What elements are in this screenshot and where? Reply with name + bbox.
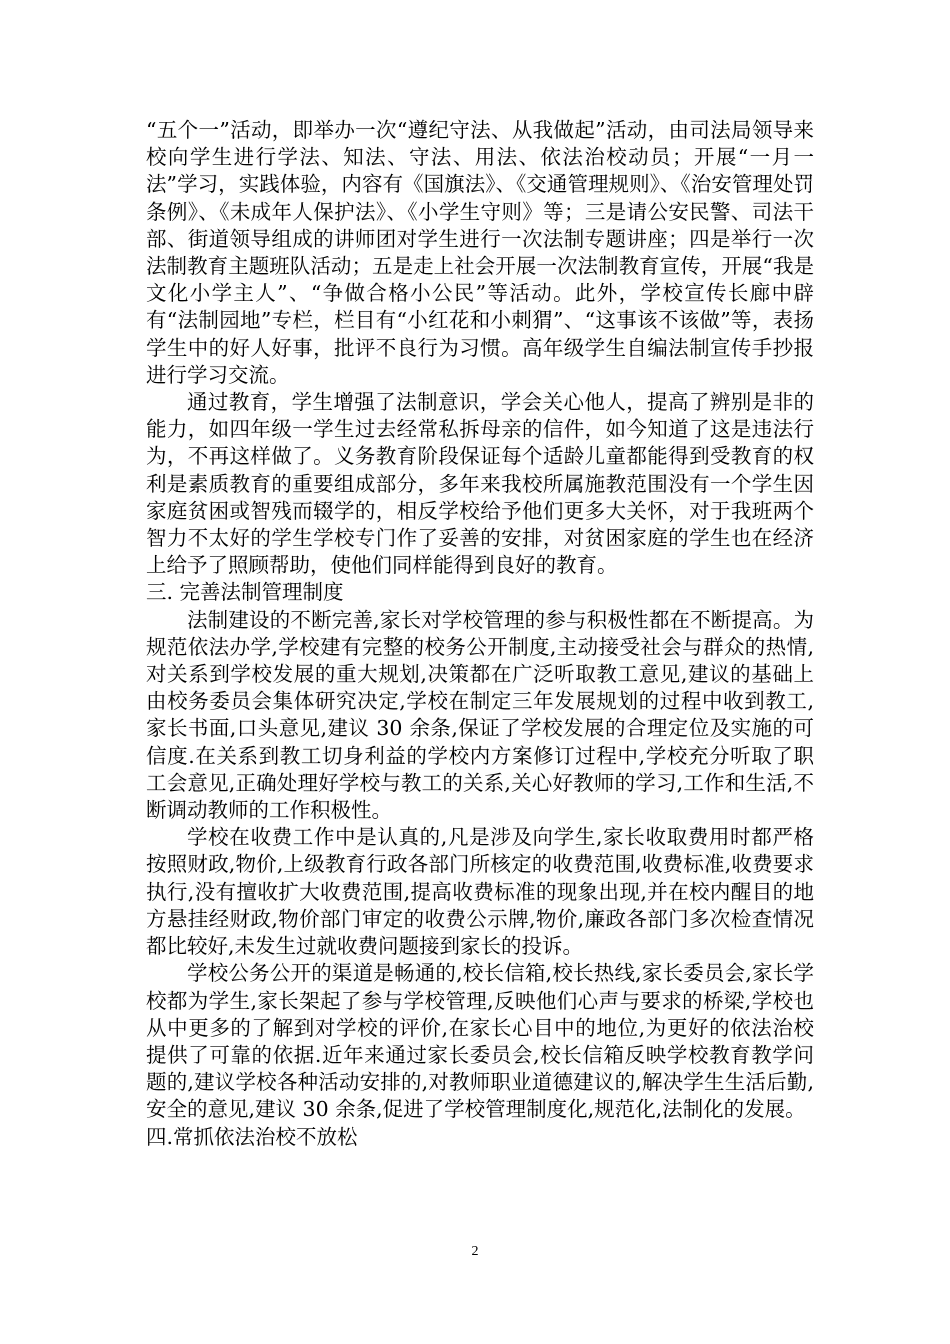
paragraph-legal-construction: 法制建设的不断完善,家长对学校管理的参与积极性都在不断提高。为规范依法办学,学校建有完整的校务公开制度,主动接受社会与群众的热情,对关系到学校发展的重大规划,决策都在广泛听取教工意见,建议的基础上由校务委员会集体研究决定,学校在制定三年发展规划的过程中收到教工,家长书面,口头意见,建议 30 余条,保证了学校发展的合理定位及实施的可信度.在关系到教工切身利益的学校内方案修订过程中,学校充分听取了职工会意见,正确处理好学校与教工的关系,关心好教师的学习,工作和生活,不断调动教师的工作积极性。 <box>146 607 814 823</box>
section-heading-4: 四.常抓依法治校不放松 <box>146 1124 358 1149</box>
paragraph-fee-management: 学校在收费工作中是认真的,凡是涉及向学生,家长收取费用时都严格按照财政,物价,上级教育行政各部门所核定的收费范围,收费标准,收费要求执行,没有擅收扩大收费范围,提高收费标准的现象出现,并在校内醒目的地方悬挂经财政,物价部门审定的收费公示牌,物价,廉政各部门多次检查情况都比较好,未发生过就收费问题接到家长的投诉。 <box>146 825 814 959</box>
paragraph-public-affairs: 学校公务公开的渠道是畅通的,校长信箱,校长热线,家长委员会,家长学校都为学生,家长架起了参与学校管理,反映他们心声与要求的桥梁,学校也从中更多的了解到对学校的评价,在家长心目中的地位,为更好的依法治校提供了可靠的依据.近年来通过家长委员会,校长信箱反映学校教育教学问题的,建议学校各种活动安排的,对教师职业道德建议的,解决学生生活后勤,安全的意见,建议 30 余条,促进了学校管理制度化,规范化,法制化的发展。 <box>146 961 814 1122</box>
paragraph-five-activities: “五个一”活动，即举办一次“遵纪守法、从我做起”活动，由司法局领导来校向学生进行学法、知法、守法、用法、依法治校动员；开展“一月一法”学习，实践体验，内容有《国旗法》、《交通管理规则》、《治安管理处罚条例》、《未成年人保护法》、《小学生守则》等；三是请公安民警、司法干部、街道领导组成的讲师团对学生进行一次法制专题讲座；四是举行一次法制教育主题班队活动；五是走上社会开展一次法制教育宣传，开展“我是文化小学主人”、“争做合格小公民”等活动。此外，学校宣传长廊中辟有“法制园地”专栏，栏目有“小红花和小刺猬”、“这事该不该做”等，表扬学生中的好人好事，批评不良行为习惯。高年级学生自编法制宣传手抄报进行学习交流。 <box>146 118 814 387</box>
document-body <box>146 117 814 1151</box>
section-heading-3: 三. 完善法制管理制度 <box>146 580 344 605</box>
page-number: 2 <box>471 1244 479 1259</box>
paragraph-education-results: 通过教育，学生增强了法制意识，学会关心他人，提高了辨别是非的能力，如四年级一学生过去经常私拆母亲的信件，如今知道了这是违法行为，不再这样做了。义务教育阶段保证每个适龄儿童都能得到受教育的权利是素质教育的重要组成部分，多年来我校所属施教范围没有一个学生因家庭贫困或智残而辍学的，相反学校给予他们更多大关怀，对于我班两个智力不太好的学生学校专门作了妥善的安排，对贫困家庭的学生也在经济上给予了照顾帮助，使他们同样能得到良好的教育。 <box>146 390 814 578</box>
